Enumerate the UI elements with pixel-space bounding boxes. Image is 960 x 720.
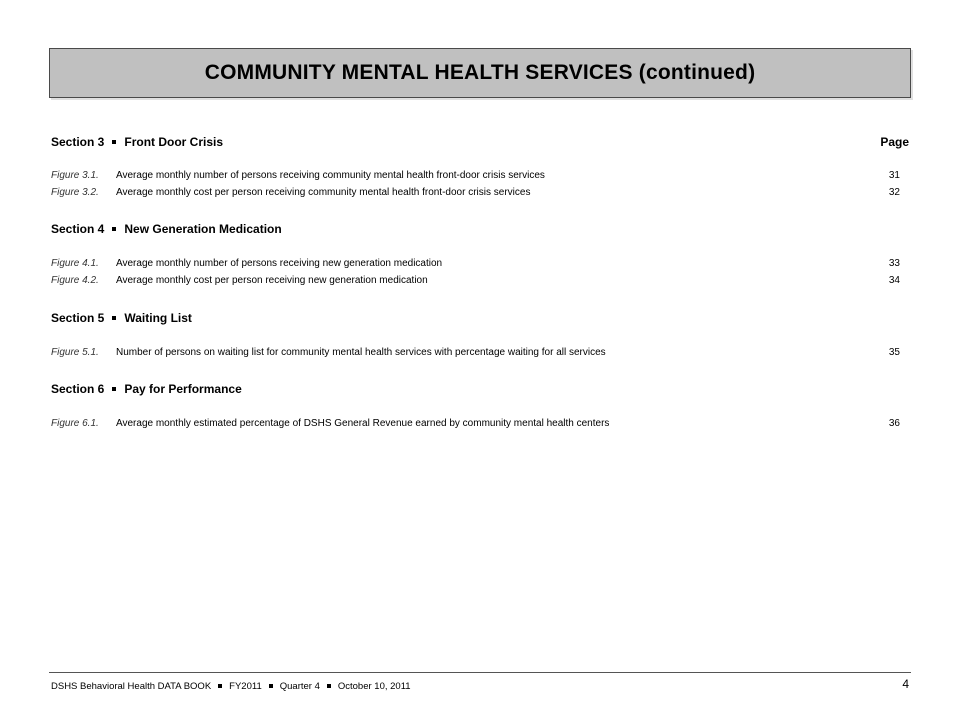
page-column-label: Page bbox=[880, 135, 909, 149]
section-heading bbox=[51, 311, 909, 327]
figure-label: Figure 4.1. bbox=[51, 258, 99, 269]
figure-title: Average monthly cost per person receiving community mental health front-door crisis services bbox=[116, 187, 531, 198]
figure-page: 36 bbox=[888, 418, 900, 429]
figure-entry[interactable] bbox=[51, 258, 909, 271]
section-name: New Generation Medication bbox=[124, 222, 282, 236]
bullet-square-icon bbox=[327, 684, 331, 688]
bullet-square-icon bbox=[112, 227, 116, 231]
figure-entry[interactable] bbox=[51, 418, 909, 431]
section-name: Waiting List bbox=[124, 311, 192, 325]
figure-entry[interactable] bbox=[51, 347, 909, 360]
figure-label: Figure 4.2. bbox=[51, 275, 99, 286]
footer-date: October 10, 2011 bbox=[337, 681, 411, 692]
figure-page: 32 bbox=[888, 187, 900, 198]
figure-label: Figure 6.1. bbox=[51, 418, 99, 429]
figure-page: 35 bbox=[888, 347, 900, 358]
figure-entry[interactable] bbox=[51, 187, 909, 200]
bullet-square-icon bbox=[112, 140, 116, 144]
section-number: Section 3 bbox=[51, 135, 105, 149]
section-heading bbox=[51, 382, 909, 398]
figure-title: Average monthly number of persons receiving new generation medication bbox=[116, 258, 443, 269]
section-heading bbox=[51, 135, 909, 151]
section-number: Section 4 bbox=[51, 222, 105, 236]
figure-page: 31 bbox=[888, 170, 900, 181]
bullet-square-icon bbox=[218, 684, 222, 688]
figure-entry[interactable] bbox=[51, 170, 909, 183]
figure-label: Figure 3.1. bbox=[51, 170, 99, 181]
figure-page: 34 bbox=[888, 275, 900, 286]
footer-fiscal-year: FY2011 bbox=[229, 681, 262, 692]
figure-title: Average monthly estimated percentage of DSHS General Revenue earned by community mental health centers bbox=[116, 418, 610, 429]
section-number: Section 5 bbox=[51, 311, 105, 325]
section-number: Section 6 bbox=[51, 382, 105, 396]
figure-entry[interactable] bbox=[51, 275, 909, 288]
footer-divider bbox=[49, 672, 911, 673]
title-banner bbox=[49, 48, 911, 98]
bullet-square-icon bbox=[112, 387, 116, 391]
figure-label: Figure 5.1. bbox=[51, 347, 99, 358]
bullet-square-icon bbox=[112, 316, 116, 320]
footer bbox=[51, 681, 411, 692]
footer-quarter: Quarter 4 bbox=[279, 681, 320, 692]
figure-title: Number of persons on waiting list for community mental health services with percentage waiting for all services bbox=[116, 347, 606, 358]
section-name: Pay for Performance bbox=[124, 382, 242, 396]
section-name: Front Door Crisis bbox=[124, 135, 224, 149]
bullet-square-icon bbox=[269, 684, 273, 688]
section-heading bbox=[51, 222, 909, 238]
footer-publication: DSHS Behavioral Health DATA BOOK bbox=[51, 681, 212, 692]
figure-label: Figure 3.2. bbox=[51, 187, 99, 198]
figure-title: Average monthly number of persons receiving community mental health front-door crisis services bbox=[116, 170, 545, 181]
page-title: COMMUNITY MENTAL HEALTH SERVICES (continued) bbox=[204, 61, 756, 84]
figure-title: Average monthly cost per person receiving new generation medication bbox=[116, 275, 428, 286]
figure-page: 33 bbox=[888, 258, 900, 269]
page-number: 4 bbox=[902, 677, 909, 691]
